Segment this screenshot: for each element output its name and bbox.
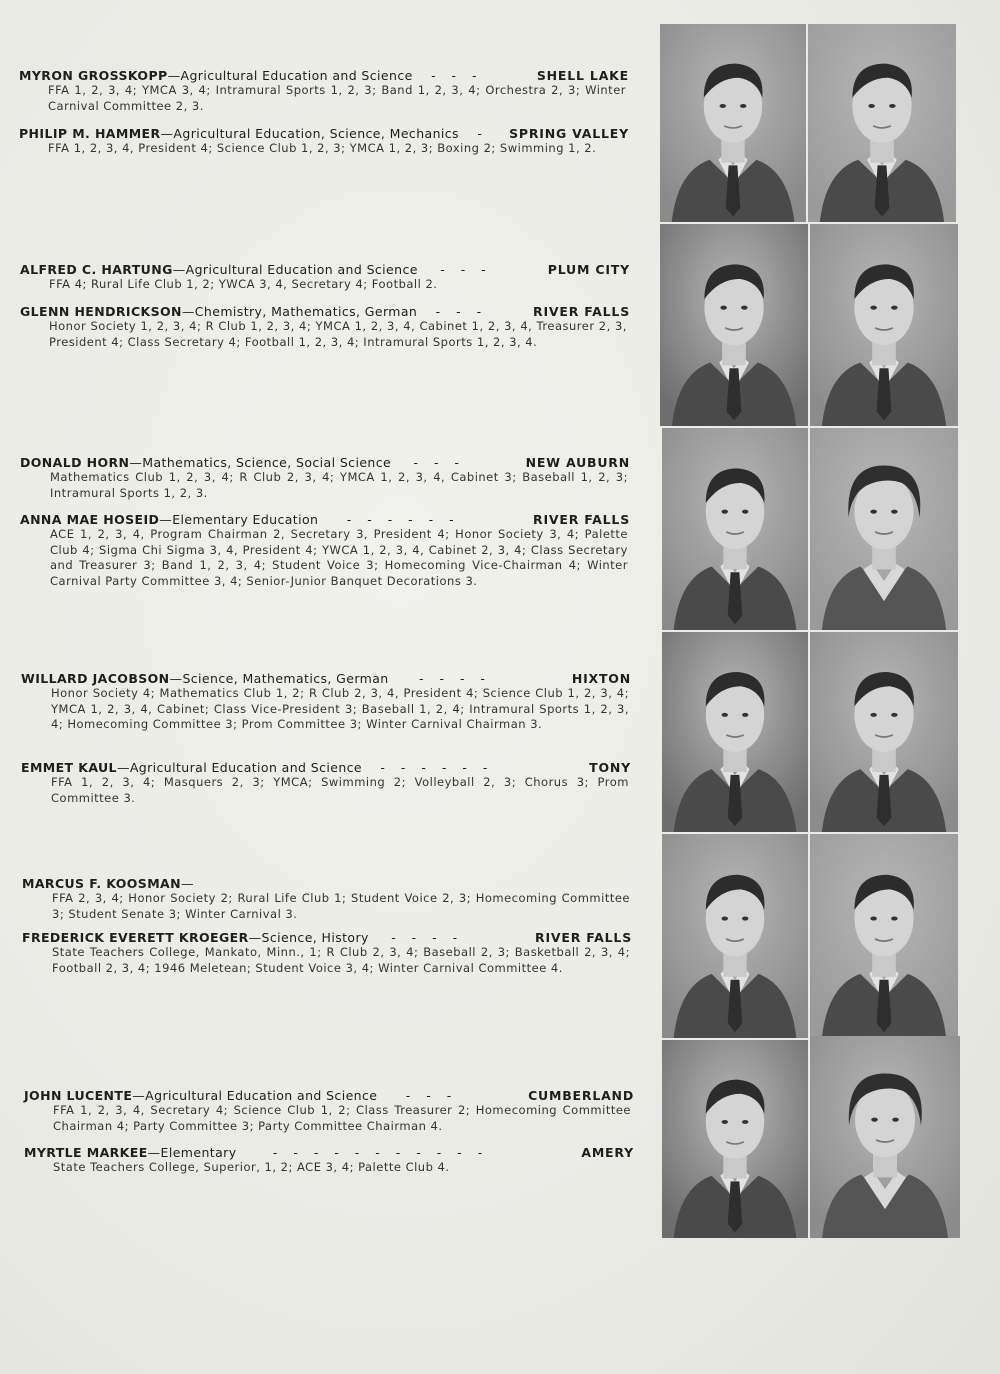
student-name: ALFRED C. HARTUNG (20, 262, 173, 277)
student-activities: FFA 1, 2, 3, 4, President 4; Science Club 1, 2, 3; YMCA 1, 2, 3; Boxing 2; Swimming 1, 2. (48, 141, 597, 155)
student-major: —Mathematics, Science, Social Science (129, 455, 392, 470)
student-hometown: TONY (589, 760, 631, 775)
portrait-photo (810, 632, 958, 832)
portrait-photo (662, 834, 808, 1038)
student-name: GLENN HENDRICKSON (20, 304, 182, 319)
portrait-photo (810, 834, 958, 1038)
student-name: MYRON GROSSKOPP (19, 68, 168, 83)
student-hometown: SPRING VALLEY (509, 126, 629, 141)
student-major: —Science, Mathematics, German (169, 671, 389, 686)
student-activities: FFA 4; Rural Life Club 1, 2; YWCA 3, 4, Secretary 4; Football 2. (49, 277, 438, 291)
student-major: —Elementary (147, 1145, 237, 1160)
student-major: —Agricultural Education and Science (167, 68, 413, 83)
student-hometown: PLUM CITY (547, 262, 630, 277)
student-hometown: SHELL LAKE (536, 68, 629, 83)
student-major: —Chemistry, Mathematics, German (181, 304, 418, 319)
student-name: JOHN LUCENTE (24, 1088, 133, 1103)
portrait-photo (810, 1036, 960, 1238)
student-hometown: CUMBERLAND (528, 1088, 634, 1103)
portrait-silhouette (662, 632, 808, 832)
portrait-photo (810, 428, 958, 630)
student-hometown: AMERY (581, 1145, 634, 1160)
portrait-photo (662, 428, 808, 630)
student-activities: Honor Society 1, 2, 3, 4; R Club 1, 2, 3, 4; YMCA 1, 2, 3, 4, Cabinet 1, 2, 3, 4, Treasurer 2, 3, President 4; Class Secretary 4; Football 1, 2, 3, 4; Intramural Sports 1, 2, 3, 4. (49, 319, 627, 349)
student-name: WILLARD JACOBSON (21, 671, 170, 686)
portrait-silhouette (810, 428, 958, 630)
portrait-photo (660, 24, 806, 222)
portrait-silhouette (810, 224, 958, 426)
student-activities: State Teachers College, Superior, 1, 2; ACE 3, 4; Palette Club 4. (53, 1160, 450, 1174)
student-major: —Agricultural Education, Science, Mechanics (160, 126, 459, 141)
student-name: EMMET KAUL (21, 760, 117, 775)
student-hometown: RIVER FALLS (535, 930, 632, 945)
portrait-silhouette (660, 24, 806, 222)
student-name: ANNA MAE HOSEID (20, 512, 160, 527)
student-activities: FFA 2, 3, 4; Honor Society 2; Rural Life Club 1; Student Voice 2, 3; Homecoming Committee 3; Student Senate 3; Winter Carnival 3. (52, 891, 630, 921)
portrait-photo (810, 224, 958, 426)
student-name: MARCUS F. KOOSMAN (22, 876, 181, 891)
dash-leader: - - - - (418, 671, 491, 686)
portrait-silhouette (662, 428, 808, 630)
student-activities: FFA 1, 2, 3, 4, Secretary 4; Science Club 1, 2; Class Treasurer 2; Homecoming Committee Chairman 4; Party Committee 3; Party Committee Chairman 4. (53, 1103, 631, 1133)
portrait-photo (662, 632, 808, 832)
student-name: MYRTLE MARKEE (24, 1145, 148, 1160)
student-major: —Agricultural Education and Science (116, 760, 363, 775)
dash-leader: - - - - - - (346, 512, 460, 527)
dash-leader: - - - - - - (380, 760, 494, 775)
dash-leader: - (477, 126, 488, 141)
student-name: FREDERICK EVERETT KROEGER (22, 930, 249, 945)
dash-leader: - - - (435, 304, 488, 319)
student-activities: Honor Society 4; Mathematics Club 1, 2; R Club 2, 3, 4, President 4; Science Club 1, 2, 3, 4; YMCA 1, 2, 3, 4, Cabinet; Class Vice-President 3; Baseball 1, 2, 4; Intramural Sports 1, 2, 3, 4; Homecoming Committee 3; Prom Committee 3; Winter Carnival Chairman 3. (51, 686, 629, 731)
student-hometown: NEW AUBURN (525, 455, 630, 470)
student-hometown: RIVER FALLS (533, 304, 630, 319)
portrait-silhouette (662, 834, 808, 1038)
student-major: —Agricultural Education and Science (172, 262, 418, 277)
dash-leader: - - - - (391, 930, 464, 945)
student-activities: State Teachers College, Mankato, Minn., 1; R Club 2, 3, 4; Baseball 2, 3; Basketball 2, 3, 4; Football 2, 3, 4; 1946 Meletean; Student Voice 3, 4; Winter Carnival Committee 4. (52, 945, 630, 975)
student-name: PHILIP M. HAMMER (19, 126, 161, 141)
student-activities: FFA 1, 2, 3, 4; Masquers 2, 3; YMCA; Swimming 2; Volleyball 2, 3; Chorus 3; Prom Committee 3. (51, 775, 629, 805)
student-major: — (180, 876, 194, 891)
student-activities: Mathematics Club 1, 2, 3, 4; R Club 2, 3, 4; YMCA 1, 2, 3, 4, Cabinet 3; Baseball 1, 2, 3; Intramural Sports 1, 2, 3. (50, 470, 628, 500)
dash-leader: - - - (431, 68, 483, 83)
student-hometown: HIXTON (571, 671, 631, 686)
portrait-silhouette (662, 1040, 808, 1238)
portrait-silhouette (660, 224, 808, 426)
dash-leader: - - - (413, 455, 465, 470)
portrait-silhouette (808, 24, 956, 222)
portrait-silhouette (810, 1036, 960, 1238)
dash-leader: - - - - - - - - - - - (272, 1145, 489, 1160)
portrait-silhouette (810, 834, 958, 1038)
student-name: DONALD HORN (20, 455, 130, 470)
student-activities: ACE 1, 2, 3, 4, Program Chairman 2, Secretary 3, President 4; Honor Society 3, 4; Palette Club 4; Sigma Chi Sigma 3, 4, President 4; YWCA 1, 2, 3, 4, Cabinet 2, 3, 4; Class Secretary and Treasurer 3; Band 1, 2, 3, 4; Student Voice 3; Homecoming Vice-Chairman 4; Winter Carnival Party Committee 3, 4; Senior-Junior Banquet Decorations 3. (50, 527, 628, 588)
student-major: —Agricultural Education and Science (132, 1088, 378, 1103)
portrait-photo (660, 224, 808, 426)
dash-leader: - - - (405, 1088, 458, 1103)
portrait-silhouette (810, 632, 958, 832)
portrait-photo (662, 1040, 808, 1238)
student-major: —Science, History (248, 930, 369, 945)
student-hometown: RIVER FALLS (533, 512, 630, 527)
dash-leader: - - - (440, 262, 492, 277)
student-activities: FFA 1, 2, 3, 4; YMCA 3, 4; Intramural Sports 1, 2, 3; Band 1, 2, 3, 4; Orchestra 2, 3; Winter Carnival Committee 2, 3. (48, 83, 626, 113)
student-major: —Elementary Education (159, 512, 319, 527)
portrait-photo (808, 24, 956, 222)
